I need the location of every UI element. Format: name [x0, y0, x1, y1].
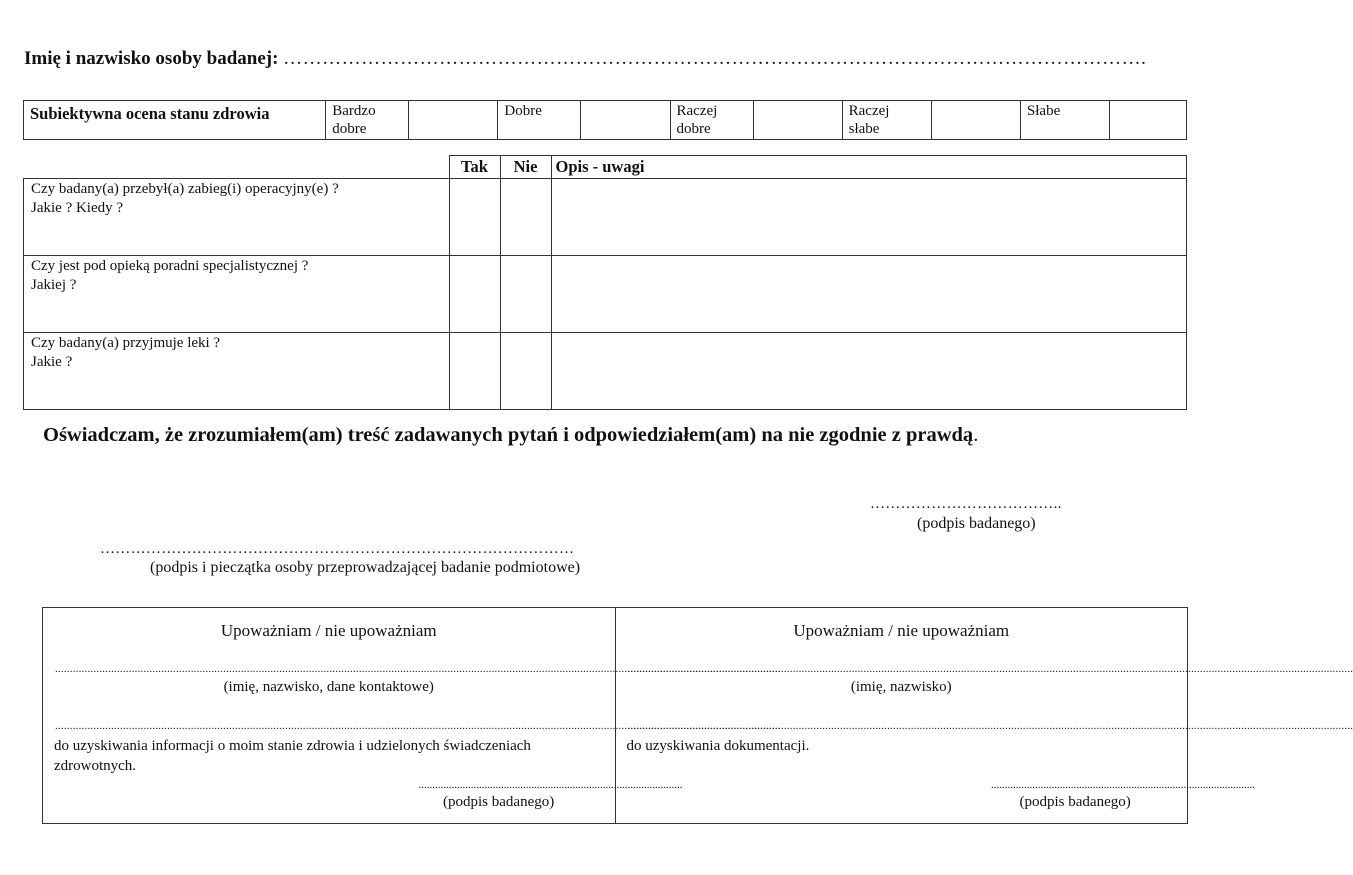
question-text: Czy jest pod opieką poradni specjalistycznej ? Jakiej ? [24, 256, 450, 333]
yes-cell[interactable] [449, 256, 500, 333]
option-slabe-label: Słabe [1020, 101, 1109, 140]
option-bardzo-dobre-label: Bardzo dobre [326, 101, 409, 140]
question-row-surgery [24, 179, 1187, 256]
authorization-scope-line[interactable]: ...................................................................................................................................................................................................................................................... [627, 720, 1353, 732]
patient-name-field[interactable] [24, 48, 1146, 70]
medical-questions-table [23, 155, 1187, 410]
authorization-title: Upoważniam / nie upoważniam [793, 621, 1010, 640]
option-dobre-checkbox[interactable] [581, 101, 670, 140]
declaration-statement: Oświadczam, że zrozumiałem(am) treść zadawanych pytań i odpowiedziałem(am) na nie zgodnie z prawdą. [43, 424, 979, 446]
header-no: Nie [500, 156, 551, 179]
patient-name-dots[interactable]: ……………………………………………………………………………………………………………………. [283, 48, 1147, 69]
patient-signature-label: (podpis badanego) [917, 515, 1036, 532]
authorization-scope-line[interactable]: ...................................................................................................................................................................................................................................................... [55, 720, 781, 732]
authorization-box [42, 607, 1353, 824]
authorized-person-line[interactable]: ...................................................................................................................................................................................................................................................... [55, 663, 781, 675]
option-raczej-slabe-checkbox[interactable] [931, 101, 1020, 140]
authorized-person-line[interactable]: ...................................................................................................................................................................................................................................................... [627, 663, 1353, 675]
no-cell[interactable] [500, 256, 551, 333]
notes-cell[interactable] [551, 179, 1187, 256]
yes-cell[interactable] [449, 179, 500, 256]
authorization-title: Upoważniam / nie upoważniam [220, 621, 437, 640]
authorized-person-caption: (imię, nazwisko) [850, 679, 952, 695]
notes-cell[interactable] [551, 256, 1187, 333]
authorization-documentation [615, 608, 1353, 823]
authorization-signature-line[interactable]: ................................................................................................ [991, 779, 1255, 791]
authorization-signature-label: (podpis badanego) [443, 794, 555, 810]
examiner-signature-line[interactable]: ………………………………………………………………………………… [100, 541, 575, 557]
option-raczej-slabe-label: Raczej słabe [842, 101, 931, 140]
authorization-purpose: do uzyskiwania dokumentacji. [626, 738, 810, 754]
header-blank [24, 156, 450, 179]
notes-cell[interactable] [551, 333, 1187, 410]
question-row-specialist [24, 256, 1187, 333]
no-cell[interactable] [500, 179, 551, 256]
authorization-purpose: do uzyskiwania informacji o moim stanie zdrowia i udzielonych świadczeniach zdrowotnych. [54, 738, 531, 774]
option-slabe-checkbox[interactable] [1110, 101, 1187, 140]
authorization-signature-label: (podpis badanego) [1019, 794, 1131, 810]
header-yes: Tak [449, 156, 500, 179]
authorization-signature-line[interactable]: ................................................................................................ [418, 779, 683, 791]
yes-cell[interactable] [449, 333, 500, 410]
option-dobre-label: Dobre [498, 101, 581, 140]
option-raczej-dobre-checkbox[interactable] [753, 101, 842, 140]
patient-name-label: Imię i nazwisko osoby badanej: [24, 48, 279, 69]
examiner-signature-label: (podpis i pieczątka osoby przeprowadzającej badanie podmiotowe) [150, 559, 581, 576]
no-cell[interactable] [500, 333, 551, 410]
question-text: Czy badany(a) przyjmuje leki ? Jakie ? [24, 333, 450, 410]
question-text: Czy badany(a) przebył(a) zabieg(i) operacyjny(e) ? Jakie ? Kiedy ? [24, 179, 450, 256]
patient-signature-line[interactable]: ……………………………….. [870, 496, 1062, 512]
authorized-person-caption: (imię, nazwisko, dane kontaktowe) [223, 679, 434, 695]
option-bardzo-dobre-checkbox[interactable] [409, 101, 498, 140]
question-row-medication [24, 333, 1187, 410]
header-notes: Opis - uwagi [551, 156, 1187, 179]
health-rating-table [23, 100, 1187, 140]
option-raczej-dobre-label: Raczej dobre [670, 101, 753, 140]
health-rating-label: Subiektywna ocena stanu zdrowia [24, 101, 326, 140]
